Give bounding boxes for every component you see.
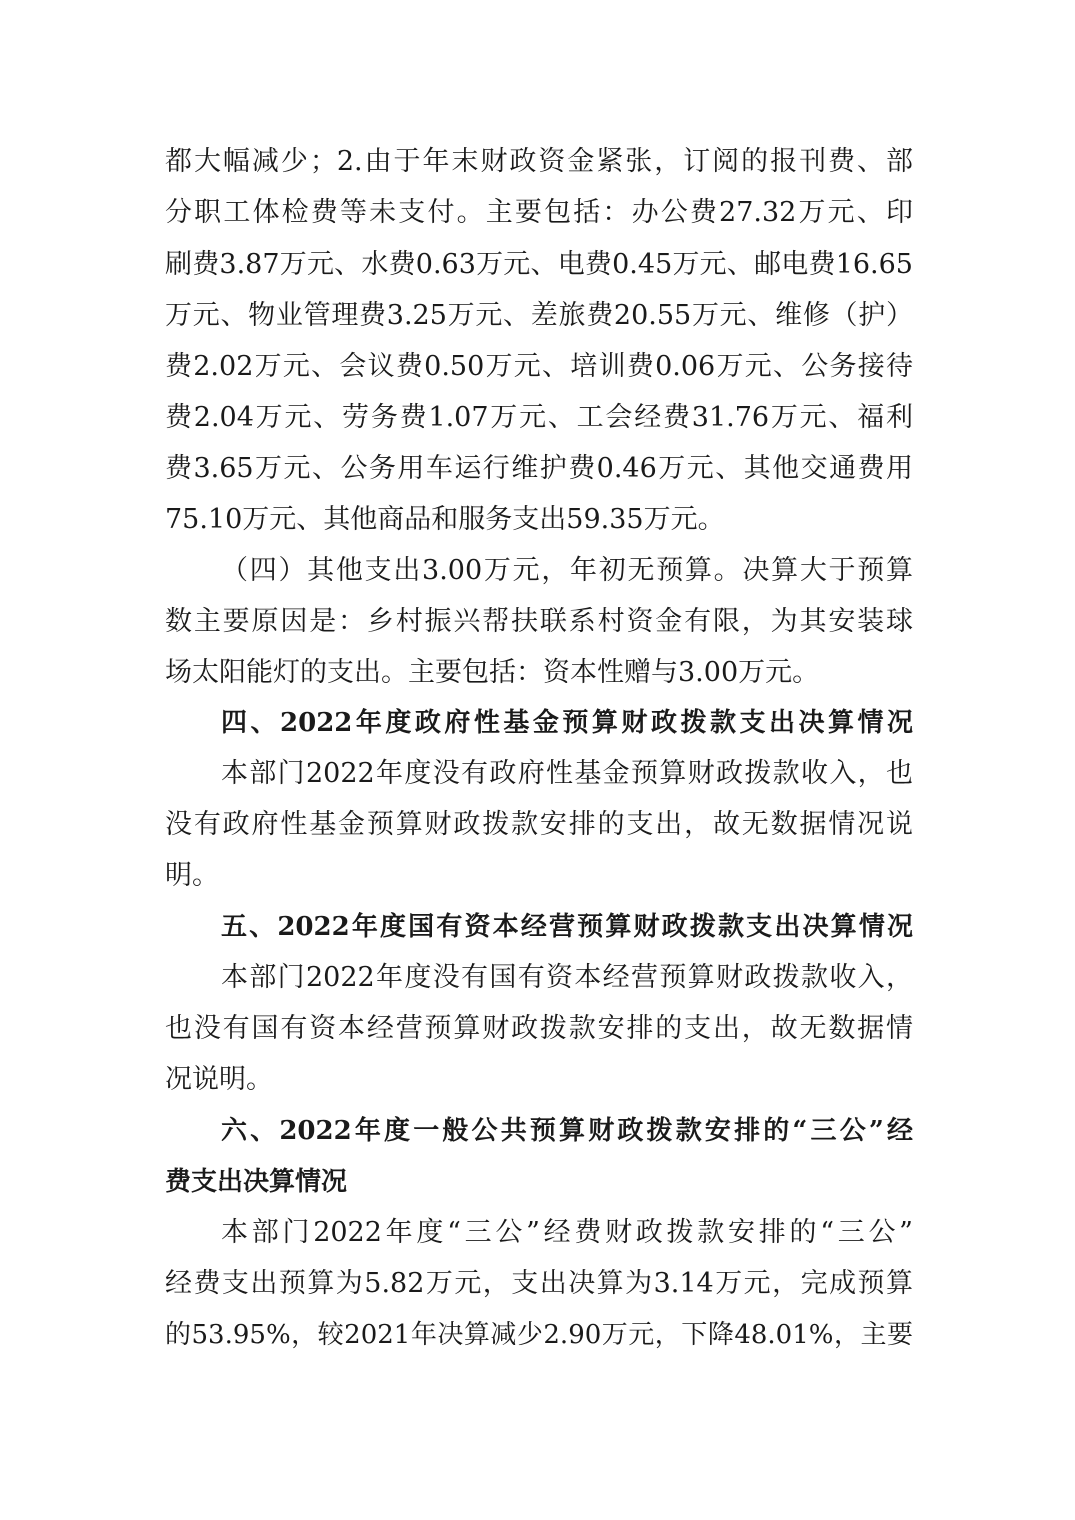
paragraph-line: 费2.02万元、会议费0.50万元、培训费0.06万元、公务接待 (165, 351, 913, 382)
paragraph-line: 本部门2022年度没有国有资本经营预算财政拨款收入， (221, 962, 913, 993)
paragraph-line: 也没有国有资本经营预算财政拨款安排的支出，故无数据情 (165, 1013, 913, 1044)
paragraph-line: 场太阳能灯的支出。主要包括：资本性赠与3.00万元。 (165, 657, 820, 688)
paragraph-line: 的53.95%，较2021年决算减少2.90万元，下降48.01%，主要 (165, 1320, 913, 1350)
section-heading-continued: 费支出决算情况 (165, 1167, 348, 1197)
paragraph-line: 万元、物业管理费3.25万元、差旅费20.55万元、维修（护） (165, 300, 913, 331)
paragraph-line: 本部门2022年度没有政府性基金预算财政拨款收入，也 (221, 758, 913, 789)
paragraph-line: 数主要原因是：乡村振兴帮扶联系村资金有限，为其安装球 (165, 606, 913, 637)
paragraph-line: 本部门2022年度“三公”经费财政拨款安排的“三公” (221, 1217, 913, 1248)
paragraph-line: 没有政府性基金预算财政拨款安排的支出，故无数据情况说 (165, 809, 913, 840)
paragraph-line: 费2.04万元、劳务费1.07万元、工会经费31.76万元、福利 (165, 402, 913, 433)
paragraph-line: 都大幅减少；2.由于年末财政资金紧张，订阅的报刊费、部 (165, 146, 913, 177)
paragraph-line: 明。 (165, 860, 219, 891)
paragraph-line: 况说明。 (165, 1064, 273, 1095)
section-heading: 六、2022年度一般公共预算财政拨款安排的“三公”经 (221, 1116, 913, 1146)
paragraph-line: 刷费3.87万元、水费0.63万元、电费0.45万元、邮电费16.65 (165, 249, 913, 280)
paragraph-line: 费3.65万元、公务用车运行维护费0.46万元、其他交通费用 (165, 453, 913, 484)
paragraph-line: 经费支出预算为5.82万元，支出决算为3.14万元，完成预算 (165, 1268, 913, 1299)
paragraph-line: 75.10万元、其他商品和服务支出59.35万元。 (165, 504, 725, 535)
paragraph-line: （四）其他支出3.00万元，年初无预算。决算大于预算 (221, 555, 913, 586)
section-heading: 四、2022年度政府性基金预算财政拨款支出决算情况 (221, 708, 913, 738)
section-heading: 五、2022年度国有资本经营预算财政拨款支出决算情况 (221, 912, 913, 942)
paragraph-line: 分职工体检费等未支付。主要包括：办公费27.32万元、印 (165, 197, 913, 228)
